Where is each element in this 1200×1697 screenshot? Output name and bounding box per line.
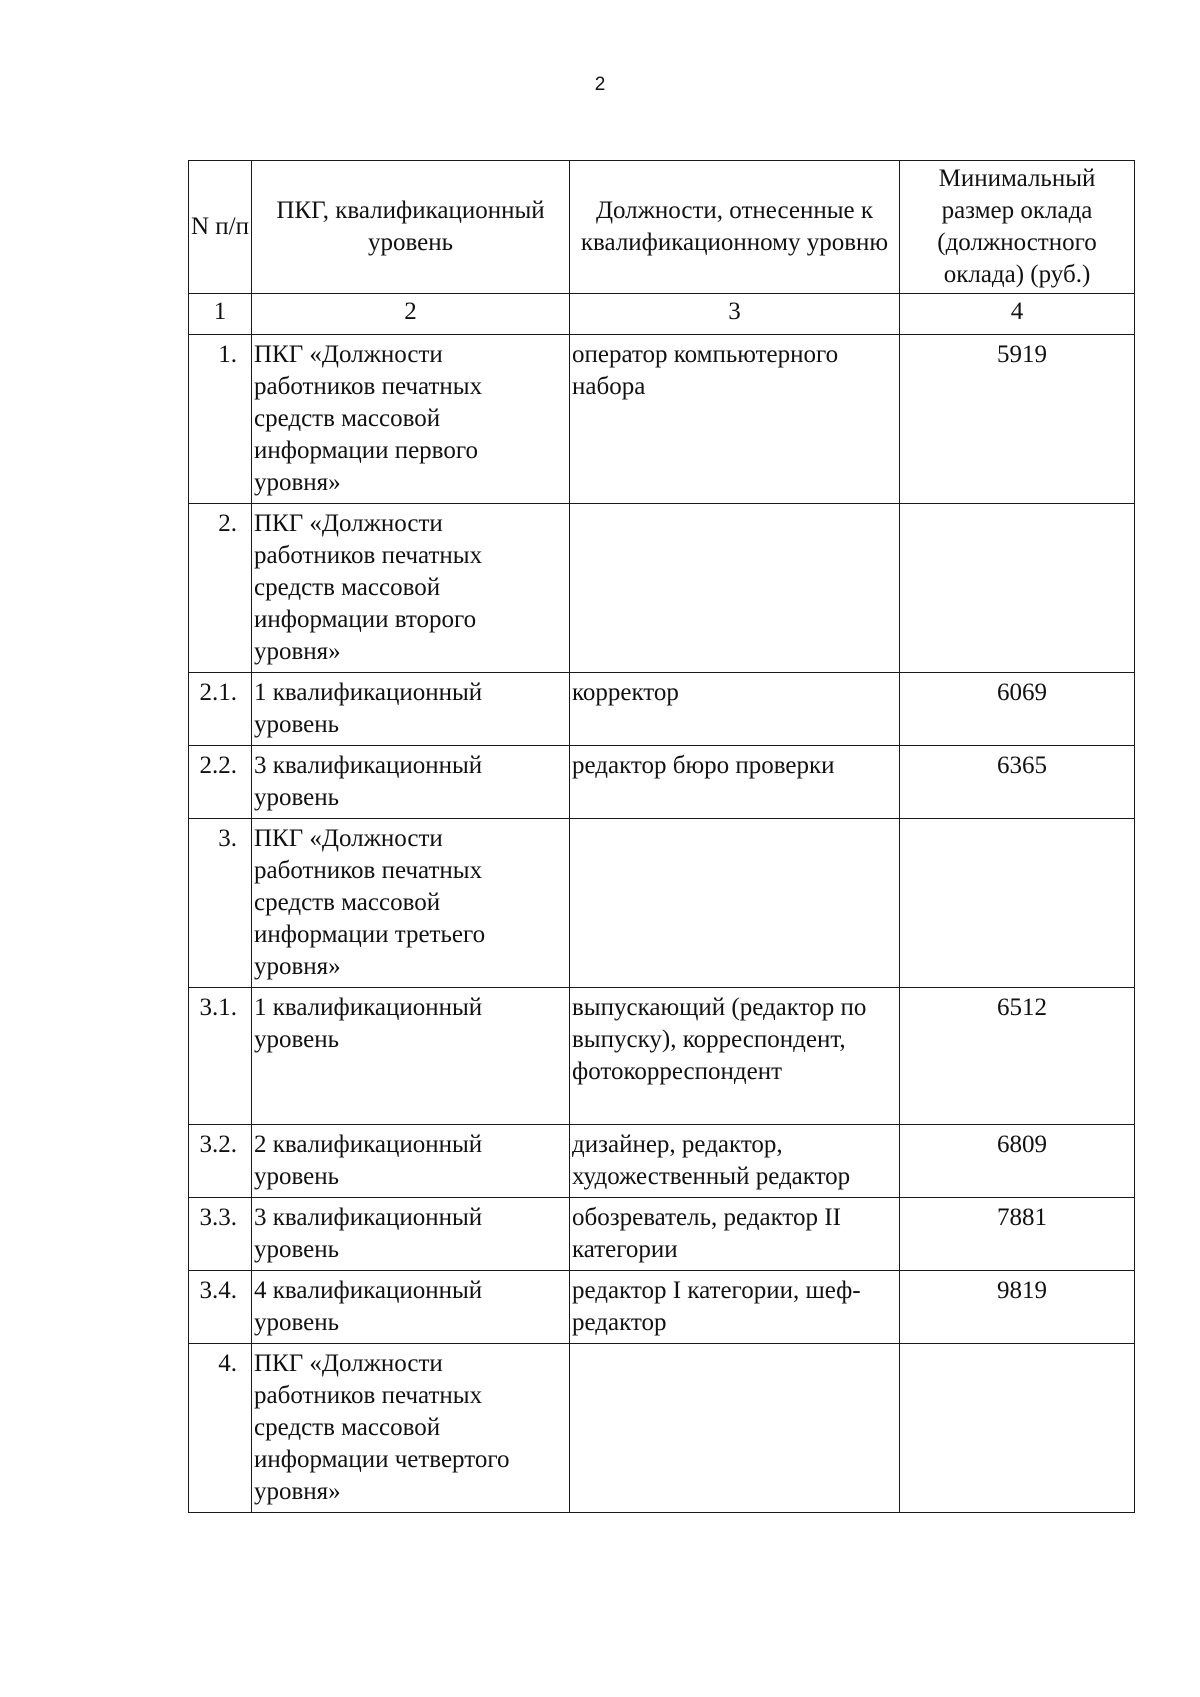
row-number: 3.1.	[189, 988, 252, 1125]
table-row	[189, 746, 1135, 819]
row-number: 3.3.	[189, 1198, 252, 1271]
row-positions: дизайнер, редактор, художественный редактор	[570, 1125, 900, 1198]
row-positions: выпускающий (редактор по выпуску), корреспондент, фотокорреспондент	[570, 988, 900, 1125]
row-salary	[900, 1344, 1135, 1513]
header-group: ПКГ, квалификационный уровень	[252, 161, 570, 294]
row-positions: корректор	[570, 673, 900, 746]
row-number: 2.	[189, 504, 252, 673]
column-number: 4	[900, 294, 1135, 335]
row-group: 3 квалификационный уровень	[252, 1198, 570, 1271]
row-salary: 6365	[900, 746, 1135, 819]
row-positions	[570, 819, 900, 988]
row-salary	[900, 819, 1135, 988]
row-group: 3 квалификационный уровень	[252, 746, 570, 819]
header-salary: Минимальный размер оклада (должностного оклада) (руб.)	[900, 161, 1135, 294]
row-salary: 6512	[900, 988, 1135, 1125]
table-row	[189, 504, 1135, 673]
row-group: 2 квалификационный уровень	[252, 1125, 570, 1198]
row-number: 2.2.	[189, 746, 252, 819]
row-positions: редактор I категории, шеф-редактор	[570, 1271, 900, 1344]
row-positions: обозреватель, редактор II категории	[570, 1198, 900, 1271]
row-group: 1 квалификационный уровень	[252, 988, 570, 1125]
salary-table	[188, 160, 1135, 1513]
row-positions	[570, 504, 900, 673]
header-positions: Должности, отнесенные к квалификационному уровню	[570, 161, 900, 294]
row-salary: 5919	[900, 335, 1135, 504]
row-group: ПКГ «Должности работников печатных средств массовой информации четвертого уровня»	[252, 1344, 570, 1513]
row-salary: 9819	[900, 1271, 1135, 1344]
row-salary: 7881	[900, 1198, 1135, 1271]
row-number: 3.2.	[189, 1125, 252, 1198]
table-row	[189, 819, 1135, 988]
row-number: 2.1.	[189, 673, 252, 746]
row-group: 1 квалификационный уровень	[252, 673, 570, 746]
row-salary: 6809	[900, 1125, 1135, 1198]
table-header-row	[189, 161, 1135, 294]
table-row	[189, 988, 1135, 1125]
column-number-row	[189, 294, 1135, 335]
row-positions: редактор бюро проверки	[570, 746, 900, 819]
table-row	[189, 1344, 1135, 1513]
row-salary: 6069	[900, 673, 1135, 746]
header-number: N п/п	[189, 161, 252, 294]
row-group: ПКГ «Должности работников печатных средств массовой информации третьего уровня»	[252, 819, 570, 988]
row-group: 4 квалификационный уровень	[252, 1271, 570, 1344]
column-number: 3	[570, 294, 900, 335]
table-row	[189, 335, 1135, 504]
table-row	[189, 1198, 1135, 1271]
column-number: 1	[189, 294, 252, 335]
table-row	[189, 1271, 1135, 1344]
row-number: 3.4.	[189, 1271, 252, 1344]
row-number: 1.	[189, 335, 252, 504]
page-number: 2	[594, 74, 606, 95]
table-row	[189, 673, 1135, 746]
row-positions: оператор компьютерного набора	[570, 335, 900, 504]
row-salary	[900, 504, 1135, 673]
row-group: ПКГ «Должности работников печатных средств массовой информации первого уровня»	[252, 335, 570, 504]
row-positions	[570, 1344, 900, 1513]
row-number: 3.	[189, 819, 252, 988]
table-row	[189, 1125, 1135, 1198]
column-number: 2	[252, 294, 570, 335]
row-group: ПКГ «Должности работников печатных средств массовой информации второго уровня»	[252, 504, 570, 673]
row-number: 4.	[189, 1344, 252, 1513]
